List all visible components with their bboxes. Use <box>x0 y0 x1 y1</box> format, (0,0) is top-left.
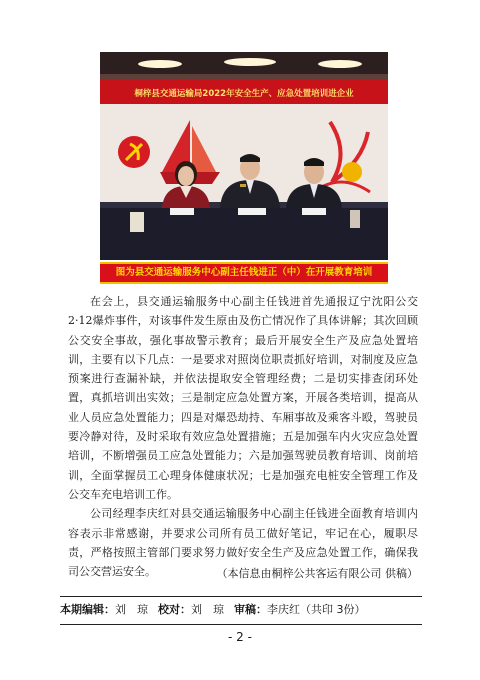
source-attribution: （本信息由桐梓公共客运有限公司 供稿） <box>216 567 418 580</box>
footer-top-rule <box>60 596 422 597</box>
editor-label: 本期编辑： <box>60 603 115 616</box>
photo-caption: 图为县交通运输服务中心副主任钱进正（中）在开展教育培训 <box>100 262 388 284</box>
editor-name: 刘 琼 <box>115 603 148 616</box>
reviewer-name: 李庆红 <box>267 603 300 616</box>
proof-label: 校对： <box>158 603 191 616</box>
meeting-photo <box>100 52 388 260</box>
page-number: - 2 - <box>228 630 252 644</box>
banner-text: 桐梓县交通运输局2022年安全生产、应急处置培训进企业 <box>134 89 354 99</box>
paragraph-2: 公司经理李庆红对县交通运输服务中心副主任钱进全面教育培训内容表示非常感谢，并要求公司所有员工做好笔记，牢记在心，履职尽责，严格按照主管部门要求努力做好安全生产及应急处置工作，确保我司公交营运安全。 <box>68 507 418 579</box>
meeting-photo-illustration <box>100 52 388 260</box>
footer-bottom-rule <box>60 624 422 625</box>
paragraph-1: 在会上，县交通运输服务中心副主任钱进首先通报辽宁沈阳公交2·12爆炸事件，对该事件发生原由及伤亡情况作了具体讲解；其次回顾公交安全事故，强化事故警示教育；最后开展安全生产及应急处置培训，主要有以下几点：一是要求对照岗位职责抓好培训，对制度及应急预案进行查漏补缺，并依法提取安全管理经费；二是切实排查闭环处置，真抓培训出实效；三是制定应急处置方案，开展各类培训，提高从业人员应急处置能力；四是对爆恐劫持、车厢事故及乘客斗殴，驾驶员要冷静对待，及时采取有效应急处置措施；五是加强车内火灾应急处置培训，不断增强员工应急处置能力；六是加强驾驶员教育培训、岗前培训，全面掌握员工心理身体健康状况；七是加强充电桩安全管理工作及公交车充电培训工作。 <box>68 295 418 501</box>
print-copies: （共印 3份） <box>300 603 366 616</box>
article-body <box>68 292 418 581</box>
footer-credits <box>60 602 422 618</box>
proofreader-name: 刘 琼 <box>191 603 224 616</box>
review-label: 审稿： <box>234 603 267 616</box>
